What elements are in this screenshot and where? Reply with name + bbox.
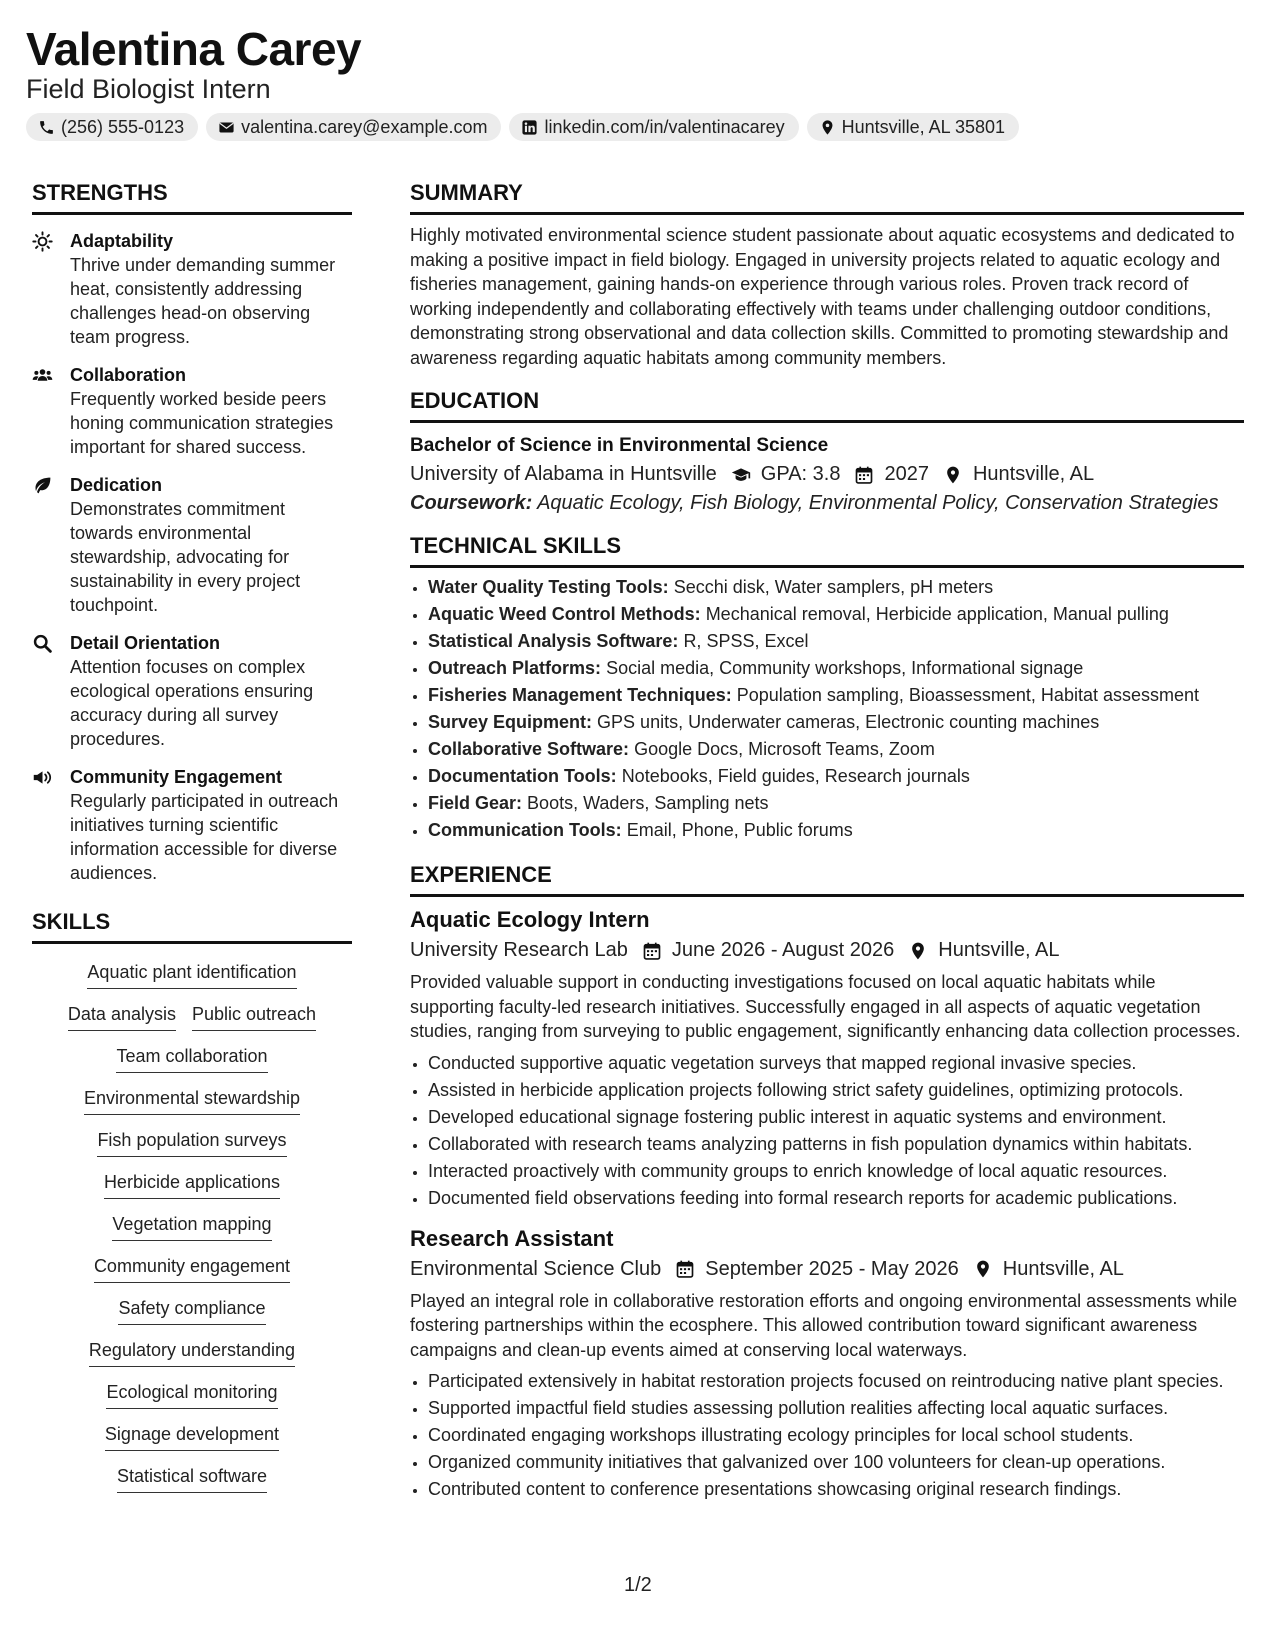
job-entry <box>410 907 1244 1212</box>
skill-tag: Aquatic plant identification <box>87 960 296 989</box>
right-column <box>410 180 1244 1503</box>
location-contact <box>807 113 1019 141</box>
list-item: • Fisheries Management Techniques: Population sampling, Bioassessment, Habitat assessment <box>428 682 1244 709</box>
strength-title: Detail Orientation <box>70 633 221 653</box>
list-item: • Developed educational signage fostering public interest in aquatic systems and environment. <box>428 1104 1244 1131</box>
candidate-name: Valentina Carey <box>26 23 362 75</box>
list-item: • Communication Tools: Email, Phone, Public forums <box>428 817 1244 844</box>
coursework-text: Aquatic Ecology, Fish Biology, Environmental Policy, Conservation Strategies <box>537 492 1219 514</box>
job-location: Huntsville, AL <box>938 939 1060 961</box>
skill-tag: Regulatory understanding <box>89 1338 295 1367</box>
job-dates: June 2026 - August 2026 <box>671 939 895 961</box>
map-pin-icon <box>973 1259 993 1279</box>
leaf-icon <box>32 475 53 496</box>
summary-text: Highly motivated environmental science student passionate about aquatic ecosystems and dedicated to making a positive impact in field biology. Engaged in university projects related to aquatic ecology and fisheries management, gaining hands-on experience through various roles. Proven track record of working independently and collaborating effectively with teams under challenging outdoor conditions, demonstrating strong observational and data collection skills. Committed to promoting stewardship and awareness regarding aquatic habitats among community members. <box>410 225 1235 368</box>
skill-tag: Fish population surveys <box>97 1128 286 1157</box>
list-item: • Documentation Tools: Notebooks, Field guides, Research journals <box>428 763 1244 790</box>
strength-title: Collaboration <box>70 365 186 385</box>
list-item: • Water Quality Testing Tools: Secchi disk, Water samplers, pH meters <box>428 574 1244 601</box>
skill-tag: Team collaboration <box>116 1044 267 1073</box>
list-item: • Collaborative Software: Google Docs, Microsoft Teams, Zoom <box>428 736 1244 763</box>
strength-desc: Thrive under demanding summer heat, consistently addressing challenges head-on observing team progress. <box>70 255 336 347</box>
list-item: • Survey Equipment: GPS units, Underwater cameras, Electronic counting machines <box>428 709 1244 736</box>
phone-text: (256) 555-0123 <box>61 116 185 137</box>
list-item: • Collaborated with research teams analyzing patterns in fish population dynamics within habitats. <box>428 1131 1244 1158</box>
list-item: • Statistical Analysis Software: R, SPSS, Excel <box>428 628 1244 655</box>
list-item: • Coordinated engaging workshops illustrating ecology principles for local school students. <box>428 1422 1244 1449</box>
page-number: 1/2 <box>624 1574 652 1596</box>
education-heading: EDUCATION <box>410 388 1244 423</box>
list-item: • Contributed content to conference presentations showcasing original research findings. <box>428 1476 1244 1503</box>
strengths-heading: STRENGTHS <box>32 180 352 215</box>
envelope-icon <box>218 119 235 136</box>
calendar-icon <box>854 465 874 485</box>
school-name: University of Alabama in Huntsville <box>410 463 717 485</box>
skill-tag: Safety compliance <box>118 1296 265 1325</box>
strength-item <box>32 473 352 617</box>
summary-heading: SUMMARY <box>410 180 1244 215</box>
sun-icon <box>32 231 53 252</box>
list-item: • Outreach Platforms: Social media, Community workshops, Informational signage <box>428 655 1244 682</box>
skill-tag: Community engagement <box>94 1254 290 1283</box>
experience-heading: EXPERIENCE <box>410 862 1244 897</box>
map-pin-icon <box>943 465 963 485</box>
map-pin-icon <box>908 941 928 961</box>
strength-title: Dedication <box>70 475 163 495</box>
list-item: • Interacted proactively with community groups to enrich knowledge of local aquatic resources. <box>428 1158 1244 1185</box>
linkedin-contact[interactable] <box>509 113 798 141</box>
list-item: • Field Gear: Boots, Waders, Sampling nets <box>428 790 1244 817</box>
skill-tag: Data analysis <box>68 1002 176 1031</box>
list-item: • Aquatic Weed Control Methods: Mechanical removal, Herbicide application, Manual pulling <box>428 601 1244 628</box>
job-meta <box>410 939 1244 962</box>
skills-heading: SKILLS <box>32 909 352 944</box>
education-meta <box>410 463 1244 486</box>
job-title: Aquatic Ecology Intern <box>410 907 650 932</box>
strength-title: Community Engagement <box>70 767 283 787</box>
coursework-line <box>410 492 1244 515</box>
job-description: Played an integral role in collaborative restoration efforts and ongoing environmental assessments while fostering partnerships within the ecosphere. This allowed contribution toward significant awareness campaigns and clean-up events aimed at conserving local waterways. <box>410 1290 1238 1360</box>
graduation-year: 2027 <box>884 463 929 485</box>
megaphone-icon <box>32 767 53 788</box>
job-bullets <box>410 1050 1244 1212</box>
skill-tag: Ecological monitoring <box>106 1380 277 1409</box>
calendar-icon <box>675 1259 695 1279</box>
map-pin-icon <box>819 119 836 136</box>
skill-tag: Signage development <box>105 1422 279 1451</box>
coursework-label: Coursework: <box>410 492 533 514</box>
phone-contact[interactable] <box>26 113 198 141</box>
strength-item <box>32 229 352 349</box>
contact-bar <box>26 113 1019 141</box>
list-item: • Organized community initiatives that galvanized over 100 volunteers for clean-up operations. <box>428 1449 1244 1476</box>
linkedin-text: linkedin.com/in/valentinacarey <box>544 116 785 137</box>
strength-item <box>32 363 352 459</box>
strength-desc: Attention focuses on complex ecological operations ensuring accuracy during all survey procedures. <box>70 657 314 749</box>
list-item: • Participated extensively in habitat restoration projects focused on reintroducing native plant species. <box>428 1368 1244 1395</box>
strength-item <box>32 631 352 751</box>
email-contact[interactable] <box>206 113 501 141</box>
job-org: University Research Lab <box>410 939 628 961</box>
degree-title: Bachelor of Science in Environmental Science <box>410 435 829 456</box>
phone-icon <box>38 119 55 136</box>
left-column <box>32 180 352 1506</box>
candidate-role: Field Biologist Intern <box>26 74 271 104</box>
strength-desc: Frequently worked beside peers honing communication strategies important for shared success. <box>70 389 334 457</box>
list-item: • Assisted in herbicide application projects following strict safety guidelines, optimizing protocols. <box>428 1077 1244 1104</box>
job-bullets <box>410 1368 1244 1503</box>
job-org: Environmental Science Club <box>410 1257 662 1280</box>
skill-tag: Environmental stewardship <box>84 1086 300 1115</box>
calendar-icon <box>642 941 662 961</box>
location-text: Huntsville, AL 35801 <box>841 116 1006 137</box>
graduation-cap-icon <box>731 465 751 485</box>
search-icon <box>32 633 53 654</box>
skill-tag: Public outreach <box>192 1002 316 1031</box>
education-location: Huntsville, AL <box>972 463 1095 485</box>
job-dates: September 2025 - May 2026 <box>705 1257 959 1280</box>
strength-item <box>32 765 352 885</box>
strength-title: Adaptability <box>70 231 174 251</box>
list-item: • Conducted supportive aquatic vegetation surveys that mapped regional invasive species. <box>428 1050 1244 1077</box>
technical-skills-list <box>410 574 1244 844</box>
gpa-text: GPA: 3.8 <box>760 463 841 485</box>
job-location: Huntsville, AL <box>1002 1257 1124 1280</box>
list-item: • Supported impactful field studies assessing pollution realities affecting local aquatic surfaces. <box>428 1395 1244 1422</box>
technical-skills-heading: TECHNICAL SKILLS <box>410 533 1244 568</box>
strength-desc: Regularly participated in outreach initiatives turning scientific information accessible for diverse audiences. <box>70 791 339 883</box>
skill-tag: Herbicide applications <box>104 1170 280 1199</box>
job-meta <box>410 1258 1244 1281</box>
email-text: valentina.carey@example.com <box>241 116 488 137</box>
job-description: Provided valuable support in conducting investigations focused on local aquatic habitats while supporting faculty-led research initiatives. Successfully engaged in all aspects of aquatic vegetation studies, ranging from surveying to public engagement, significantly enhancing data collection processes. <box>410 972 1241 1041</box>
strength-desc: Demonstrates commitment towards environmental stewardship, advocating for sustainability in every project touchpoint. <box>70 499 301 615</box>
job-entry <box>410 1226 1244 1504</box>
list-item: • Documented field observations feeding into formal research reports for academic publications. <box>428 1185 1244 1212</box>
job-title: Research Assistant <box>410 1225 614 1251</box>
users-icon <box>32 365 53 386</box>
skills-list <box>32 960 352 1506</box>
skill-tag: Vegetation mapping <box>112 1212 271 1241</box>
skill-tag: Statistical software <box>117 1464 267 1493</box>
linkedin-icon <box>521 119 538 136</box>
